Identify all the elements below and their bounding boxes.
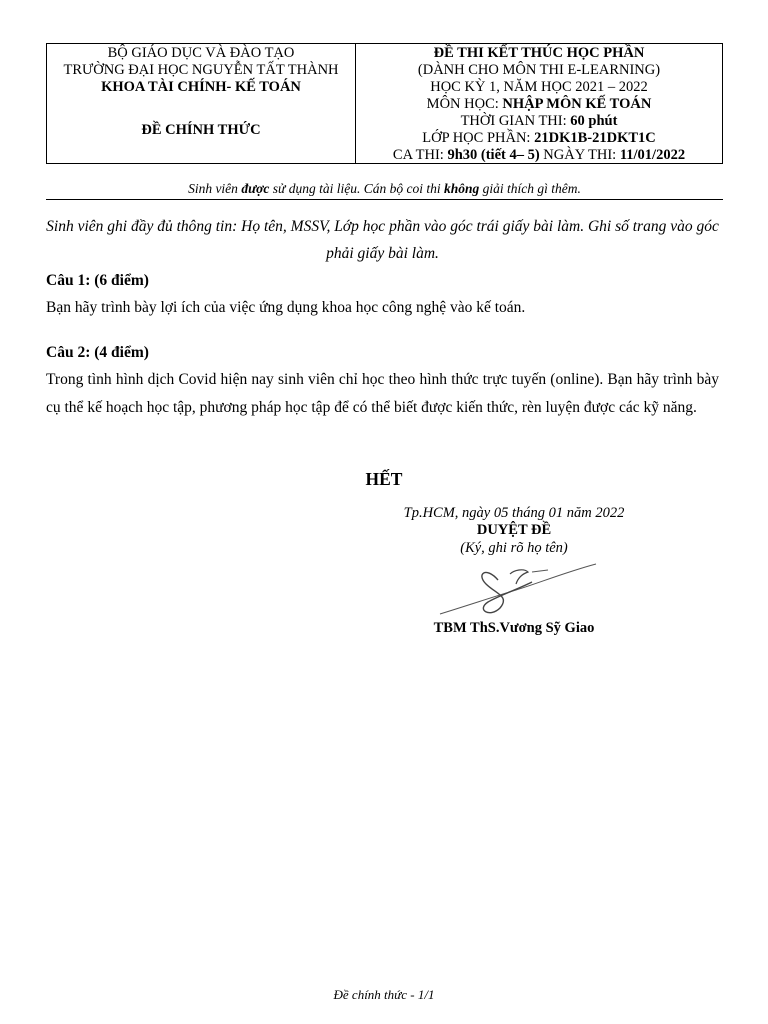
semester: HỌC KỲ 1, NĂM HỌC 2021 – 2022 bbox=[430, 79, 648, 95]
duration-line: THỜI GIAN THI: 60 phút bbox=[460, 113, 618, 129]
exam-title: ĐỀ THI KẾT THÚC HỌC PHẦN bbox=[433, 45, 645, 61]
exam-notice: Sinh viên được sử dụng tài liệu. Cán bộ coi thi không giải thích gì thêm. bbox=[188, 181, 581, 196]
page-footer: Đề chính thức - 1/1 bbox=[333, 987, 435, 1002]
faculty-name: KHOA TÀI CHÍNH- KẾ TOÁN bbox=[101, 79, 301, 95]
signer-name: TBM ThS.Vương Sỹ Giao bbox=[433, 620, 595, 636]
class-code: 21DK1B-21DKT1C bbox=[534, 130, 656, 146]
subject-line: MÔN HỌC: NHẬP MÔN KẾ TOÁN bbox=[426, 96, 652, 112]
subject: NHẬP MÔN KẾ TOÁN bbox=[502, 96, 652, 112]
divider bbox=[46, 199, 723, 200]
official-label: ĐỀ CHÍNH THỨC bbox=[141, 122, 261, 138]
class-line: LỚP HỌC PHẦN: 21DK1B-21DKT1C bbox=[422, 130, 656, 146]
instructions: Sinh viên ghi đầy đủ thông tin: Họ tên, MSSV, Lớp học phần vào góc trái giấy bài làm. Ghi số trang vào góc phải giấy bài làm. bbox=[46, 218, 719, 262]
end-mark: HẾT bbox=[365, 469, 403, 489]
shift: 9h30 (tiết 4– 5) bbox=[447, 147, 540, 163]
approved-label: DUYỆT ĐỀ bbox=[476, 522, 552, 538]
header-right-cell bbox=[356, 44, 722, 163]
exam-type: (DÀNH CHO MÔN THI E-LEARNING) bbox=[417, 62, 661, 78]
sign-hint: (Ký, ghi rõ họ tên) bbox=[460, 540, 568, 556]
place-date: Tp.HCM, ngày 05 tháng 01 năm 2022 bbox=[403, 505, 625, 521]
duration: 60 phút bbox=[570, 113, 618, 129]
exam-date: 11/01/2022 bbox=[619, 147, 686, 163]
signature-image bbox=[436, 560, 606, 620]
question-1-body: Bạn hãy trình bày lợi ích của việc ứng dụng khoa học công nghệ vào kế toán. bbox=[46, 299, 526, 316]
header-left-cell bbox=[47, 44, 356, 163]
header-table bbox=[46, 43, 723, 164]
question-2-body: Trong tình hình dịch Covid hiện nay sinh viên chỉ học theo hình thức trực tuyến (online). Bạn hãy trình bày cụ thể kế hoạch học tập, phương pháp học tập để có thể biết được kiến thức, rèn luyện được các kỹ năng. bbox=[46, 371, 719, 416]
ministry-name: BỘ GIÁO DỤC VÀ ĐÀO TẠO bbox=[107, 45, 295, 61]
shift-line: CA THI: 9h30 (tiết 4– 5) NGÀY THI: 11/01/2022 bbox=[392, 147, 686, 163]
question-1-title: Câu 1: (6 điểm) bbox=[46, 272, 149, 289]
question-2-title: Câu 2: (4 điểm) bbox=[46, 344, 149, 361]
university-name: TRƯỜNG ĐẠI HỌC NGUYỄN TẤT THÀNH bbox=[63, 62, 339, 78]
